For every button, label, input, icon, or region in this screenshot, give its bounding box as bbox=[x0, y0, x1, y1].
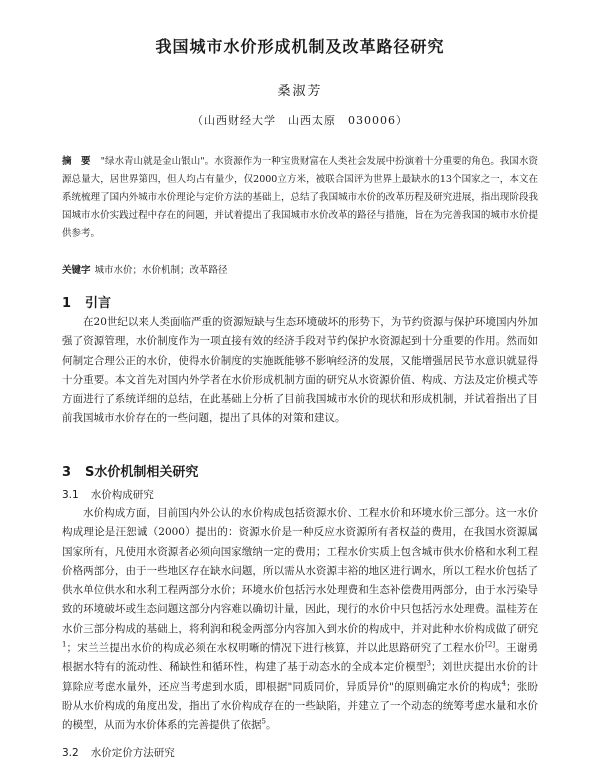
intro-paragraph: 在20世纪以来人类面临严重的资源短缺与生态环境破坏的形势下，为节约资源与保护环境国内外加强了资源管理，水价制度作为一项直接有效的经济手段对节约保护水资源起到十分重要的作用。然而如何制定合理公正的水价，使得水价制度的实施既能够不影响经济的发展，又能增强居民节水意识就显得十分重要。本文首先对国内外学者在水价形成机制方面的研究从水资源价值、构成、方法及定价模式等方面进行了系统详细的总结，在此基础上分析了目前我国城市水价的现状和形成机制，并试着指出了目前我国城市水价存在的一些问题，提出了具体的对策和建议。 bbox=[62, 316, 538, 425]
paragraph-text: ；宋兰兰提出水价的构成必须在水权明晰的情况下进行核算，并以此思路研究了工程水价 bbox=[66, 642, 486, 655]
abstract-text: "绿水青山就是金山银山"。水资源作为一种宝贵财富在人类社会发展中扮演着十分重要的角色。我国水资源总量大，居世界第四，但人均占有量少，仅2000立方米，被联合国评为世界上最缺水的13个国家之一，本文在系统梳理了国内外城市水价理论与定价方法的基础上，总结了我国城市水价的改革历程及研究进展，指出现阶段我国城市水价实践过程中存在的问题，并试着提出了我国城市水价改革的路径与措施，旨在为完善我国的城市水价提供参考。 bbox=[62, 156, 538, 239]
paper-title: 我国城市水价形成机制及改革路径研究 bbox=[155, 37, 445, 56]
author-name: 桑淑芳 bbox=[277, 84, 323, 99]
citation-ref: 1 bbox=[62, 640, 67, 649]
abstract bbox=[62, 153, 538, 243]
section-heading-intro bbox=[62, 292, 111, 311]
paragraph-text: 。 bbox=[265, 719, 277, 732]
water-price-composition-paragraph bbox=[62, 504, 538, 736]
citation-ref: 5 bbox=[261, 717, 266, 726]
keywords bbox=[62, 262, 538, 276]
citation-ref: 3 bbox=[426, 659, 432, 668]
subsection-heading-3-1 bbox=[62, 487, 154, 502]
keywords-label: 关键字 bbox=[62, 265, 91, 276]
paragraph-text: ；刘世庆提出水价的计算除应考虑水量外，还应当考虑到水质，即根据"同质同价，异质异价"的原则确定水价的构成 bbox=[62, 661, 539, 693]
abstract-label: 摘 要 bbox=[62, 156, 91, 167]
subsection-title: 水价定价方法研究 bbox=[90, 747, 175, 759]
subsection-number: 3.1 bbox=[62, 489, 79, 501]
subsection-number: 3.2 bbox=[62, 747, 79, 759]
author-affiliation: （山西财经大学 山西太原 030006） bbox=[192, 114, 408, 127]
section-title: S水价机制相关研究 bbox=[85, 465, 199, 480]
paragraph-text: 水价构成方面，目前国内外公认的水价构成包括资源水价、工程水价和环境水价三部分。这一水价构成理论是汪恕诚（2000）提出的：资源水价是一种反应水资源所有者权益的费用，在我国水资源属国家所有，凡使用水资源者必须向国家缴纳一定的费用；工程水价实质上包含城市供水价格和水利工程价格两部分，由于一些地区存在缺水问题，所以需从水资源丰裕的地区进行调水，所以工程水价包括了供水单位供水和水利工程两部分水价；环境水价包括污水处理费和生态补偿费用两部分，由于水污染导致的环境破坏或生态问题这部分内容难以确切计量，因此，现行的水价中只包括污水处理费。温桂芳在水价三部分构成的基础上，将利润和税金两部分内容加入到水价的构成中，并对此种水价构成做了研究 bbox=[62, 507, 538, 635]
keywords-text: 城市水价；水价机制；改革路径 bbox=[94, 265, 228, 276]
paragraph-text: ；张盼盼从水价构成的角度出发，指出了水价构成存在的一些缺陷，并建立了一个动态的统筹考虑水量和水价的模型，从而为水价体系的完善提供了依据 bbox=[62, 680, 538, 732]
section-number: 1 bbox=[62, 296, 72, 311]
paragraph-text: 。王谢勇根据水特有的流动性、稀缺性和循环性，构建了基于动态水的全成本定价模型 bbox=[62, 642, 539, 674]
subsection-heading-3-2 bbox=[62, 745, 175, 760]
subsection-title: 水价构成研究 bbox=[90, 489, 154, 501]
citation-ref: [2] bbox=[485, 640, 496, 649]
section-title: 引言 bbox=[85, 296, 112, 311]
citation-ref: 4 bbox=[501, 679, 507, 688]
section-number: 3 bbox=[62, 465, 72, 480]
section-heading-related bbox=[62, 461, 198, 480]
